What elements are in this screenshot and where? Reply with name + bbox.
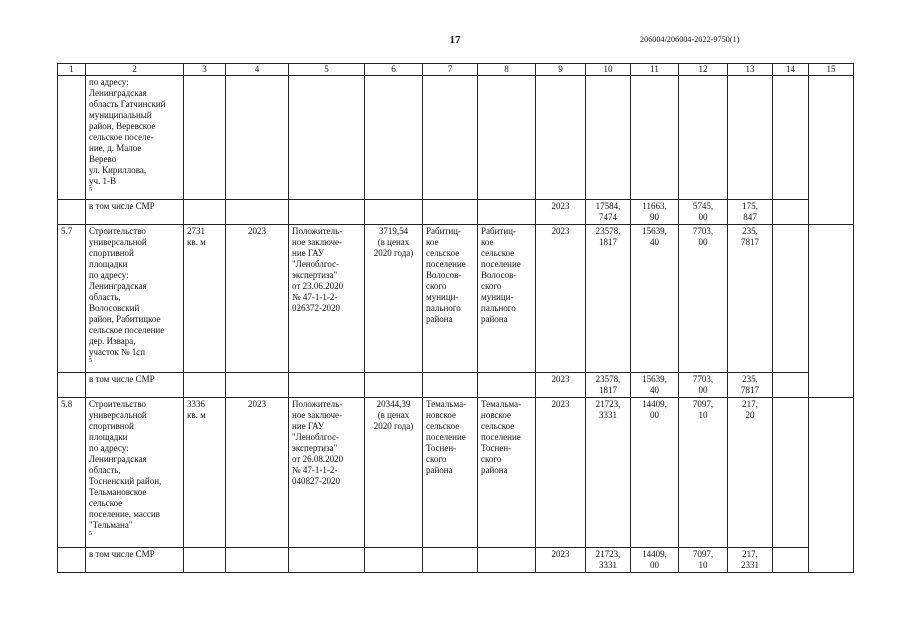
table-row-smr: в том числе СМР 2023 23578, 1817 15639, 40 7703, 00 235, 7817 [58,373,854,398]
developer-cell: Рабитиц- кое сельское поселение Волосов- ского муници- пального района [478,225,536,373]
object-name: по адресу: Ленинградская область Гатчинский муниципальный район, Веревское сельское поселе- ние, д. Малое Верево ул. Кириллова, уч. 1-В $^5$ [86,76,184,200]
smr-label: в том числе СМР [86,373,184,398]
completion-year-cell: 2023 [226,225,289,373]
document-code: 206004/206004-2022-9750(1) [640,35,740,44]
expertise-cell: Положитель- ное заключе- ние ГАУ "Леноблгос- экспертиза" от 26.08.2020 № 47-1-1-2- 040827-2020 [289,398,365,548]
table-row: 5.8 Строительство универсальной спортивной площадки по адресу: Ленинградская область, Тосненский район, Тельмановское сельское поселение, массив "Тельмана" $^5$ 3336 кв. м 2023 Положитель- ное заключе- ние ГАУ "Леноблгос- экспертиза" от 26.08.2020 № 47-1-1-2- 040827-2020 20344,39 (в ценах 2020 года) Темальма- новское сельское поселение Тоснен- ского района Темальма- новское сельское поселение Тоснен- ского района 2023 21723, 3331 14409, 00 7097, 10 217, 20 [58,398,854,548]
table-row-smr: в том числе СМР 2023 21723, 3331 14409, 00 7097, 10 217, 2331 [58,548,854,573]
year-cell: 2023 [536,225,586,373]
row-number: 5.7 [58,225,86,373]
smr-label: в том числе СМР [86,200,184,225]
page-number: 17 [449,34,461,46]
row-number: 5.8 [58,398,86,548]
capacity-cell: 2731 кв. м [184,225,226,373]
col-header-2: 2 [86,64,184,76]
developer-cell: Темальма- новское сельское поселение Тоснен- ского района [478,398,536,548]
capacity-cell: 3336 кв. м [184,398,226,548]
customer-cell: Темальма- новское сельское поселение Тоснен- ского района [423,398,478,548]
col-header-4: 4 [226,64,289,76]
year-cell: 2023 [536,373,586,398]
expertise-cell: Положитель- ное заключе- ние ГАУ "Леноблгос- экспертиза" от 23.06.2020 № 47-1-1-2- 026372-2020 [289,225,365,373]
col-header-5: 5 [289,64,365,76]
col-header-6: 6 [365,64,423,76]
column-numbers-row [58,64,854,76]
table-row [58,76,854,200]
smr-label: в том числе СМР [86,548,184,573]
year-cell: 2023 [536,548,586,573]
col-header-11: 11 [631,64,679,76]
customer-cell: Рабитиц- кое сельское поселение Волосов- ского муници- пального района [423,225,478,373]
col-header-13: 13 [728,64,773,76]
col-header-14: 14 [773,64,809,76]
col-header-9: 9 [536,64,586,76]
table-row-smr: в том числе СМР 2023 17584, 7474 11663, 90 5745, 00 175, 847 [58,200,854,225]
year-cell: 2023 [536,200,586,225]
col-header-12: 12 [679,64,728,76]
object-name: Строительство универсальной спортивной площадки по адресу: Ленинградская область, Тосненский район, Тельмановское сельское поселение, массив "Тельмана" $^5$ [86,398,184,548]
col-header-1: 1 [58,64,86,76]
cost-cell: 20344,39 (в ценах 2020 года) [365,398,423,548]
col-header-8: 8 [478,64,536,76]
completion-year-cell: 2023 [226,398,289,548]
object-name: Строительство универсальной спортивной площадки по адресу: Ленинградская область, Волосовский район, Рабитицкое сельское поселение дер. Извара, участок № 1сп $^5$ [86,225,184,373]
investment-table [57,63,854,573]
col-header-10: 10 [586,64,631,76]
year-cell: 2023 [536,398,586,548]
col-header-3: 3 [184,64,226,76]
col-header-7: 7 [423,64,478,76]
col-header-15: 15 [809,64,854,76]
table-row: 5.7 Строительство универсальной спортивной площадки по адресу: Ленинградская область, Волосовский район, Рабитицкое сельское поселение дер. Извара, участок № 1сп $^5$ 2731 кв. м 2023 Положитель- ное заключе- ние ГАУ "Леноблгос- экспертиза" от 23.06.2020 № 47-1-1-2- 026372-2020 3719,54 (в ценах 2020 года) Рабитиц- кое сельское поселение Волосов- ского муници- пального района Рабитиц- кое сельское поселение Волосов- ского муници- пального района 2023 23578, 1817 15639, 40 7703, 00 235, 7817 [58,225,854,373]
cost-cell: 3719,54 (в ценах 2020 года) [365,225,423,373]
